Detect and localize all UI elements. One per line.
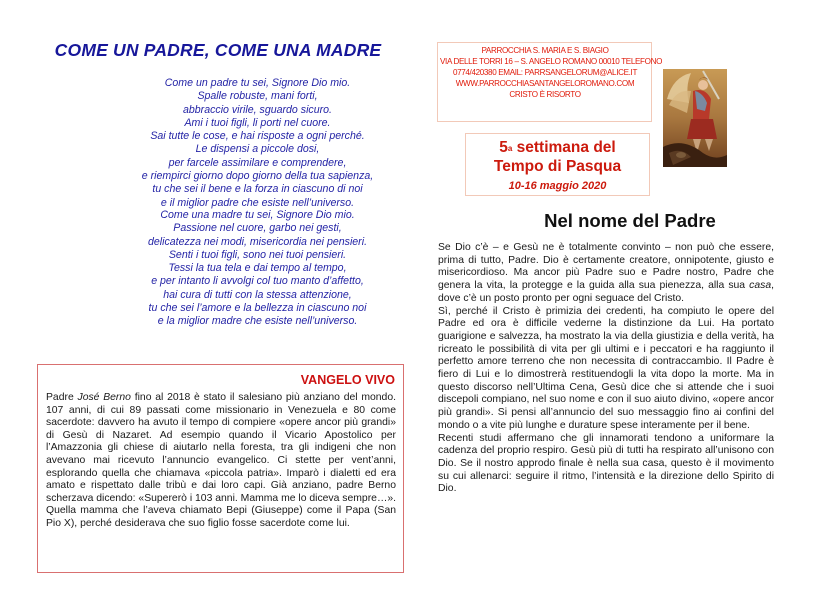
poem-line: Sai tutte le cose, e hai risposte a ogni perché. (150, 130, 365, 143)
vangelo-text-start: Padre (46, 392, 78, 403)
poem-line: Passione nel cuore, garbo nei gesti, (173, 222, 342, 235)
poem-line: Spalle robuste, mani forti, (197, 90, 318, 103)
vangelo-text-body: fino al 2018 è stato il salesiano più anziano del mondo. 107 anni, di cui 89 passati come missionario in Venezuela e 80 come sacerdote: davvero ha avuto il tempo di compiere «opere ancor più grandi» di Gesù di Nazaret. Ad esempio quando il Vicario Apostolico per l’Amazzonia gli chiese di aiutarlo nella foresta, tra gli indigeni che non avevano mai ricevuto l’annuncio evangelico. Ci stette per vent’anni, esplorando quella che chiamava «piccola patria». Imparò i dialetti ed era amato e rispettato dalle tribù e dai loro capi. Già anziano, padre Berno scherzava dicendo: «Supererò i 103 anni. Mamma me lo diceva sempre…». Quella mamma che l’aveva chiamato Bepi (Giuseppe) come il Papa (San Pio X), perché desiderava che suo figlio fosse sacerdote come lui. (46, 392, 396, 529)
vangelo-vivo-title: VANGELO VIVO (300, 373, 395, 387)
week-dates: 10-16 maggio 2020 (508, 180, 607, 192)
poem-line: hai cura di tutti con la stessa attenzione, (163, 288, 352, 301)
poem-line: per farcele assimilare e comprendere, (168, 156, 347, 169)
poem-line: e riempirci giorno dopo giorno della tua sapienza, (141, 170, 374, 183)
poem-line: abbraccio virile, sguardo sicuro. (183, 103, 332, 116)
parish-motto: CRISTO È RISORTO (509, 90, 581, 99)
liturgical-week-title (460, 138, 655, 176)
poem-stanza-father (105, 77, 410, 210)
page-title: COME UN PADRE, COME UNA MADRE (54, 40, 382, 60)
parish-address: VIA DELLE TORRI 16 – S. ANGELO ROMANO 00010 TELEFONO (440, 57, 663, 66)
paragraph: Recenti studi affermano che gli innamorati tendono a uniformare la cadenza del proprio respiro. Gesù più di tutti ha respirato all’unisono con Dio. Se il nostro approdo finale è nella sua casa, questo è il movimento su cui allenarci: seguire il ritmo, l’intensità e la direzione dello Spirito di Dio. (438, 432, 774, 495)
archangel-illustration (663, 69, 727, 167)
poem-line: Come una madre tu sei, Signore Dio mio. (160, 209, 355, 221)
vangelo-person-name: José Berno (77, 392, 131, 403)
week-title-line-1 (460, 138, 655, 157)
week-ordinal-suffix: a (507, 144, 513, 153)
parish-name: PARROCCHIA S. MARIA E S. BIAGIO (481, 46, 609, 55)
poem-line: Ami i tuoi figli, li porti nel cuore. (184, 116, 331, 129)
poem-line: Le dispensi a piccole dosi, (195, 143, 320, 156)
vangelo-vivo-text (46, 392, 396, 531)
poem-line: tu che sei il bene e la forza in ciascuno di noi (152, 183, 363, 196)
paragraph-text: , dove c’è un posto pronto per ogni seguace del Cristo. (438, 280, 774, 304)
poem-line: e il miglior padre che esiste nell’universo. (160, 196, 355, 209)
poem-line: e la miglior madre che esiste nell’universo. (157, 315, 358, 328)
parish-website: WWW.PARROCCHIASANTANGELOROMANO.COM (455, 79, 635, 88)
paragraph-text: Se Dio c’è – e Gesù ne è totalmente convinto – non può che essere, prima di tutto, Padre. Dio è certamente creatore, onnipotente, giusto e misericordioso. Ma ancor più Padre suo e Padre nostro, Padre che genera la vita, la protegge e la guida alla sua pienezza, alla sua (438, 242, 774, 292)
poem-stanza-mother (105, 209, 410, 329)
emphasis-casa: casa (749, 280, 772, 292)
poem-line: Come un padre tu sei, Signore Dio mio. (164, 77, 351, 89)
paragraph: Sì, perché il Cristo è primizia dei credenti, ha compiuto le opere del Padre ed ora è difficile vederne la distinzione da Lui. Ha portato guarigione e salvezza, ha mostrato la via della giustizia e della verità, ha ricreato le possibilità di vita per gli ultimi e i peccatori e ha raggiunto il perfetto amore terreno che non necessita di contraccambio. Il Padre è fiero di Lui e lo dimostrerà restituendogli la vita dopo la morte. Ma in questo discorso nell’Ultima Cena, Gesù dice che si attende che i suoi discepoli compiano, nel suo nome e con il suo aiuto divino, «opere ancor più grandi». Si pensi all’annuncio del suo messaggio fino ai confini del mondo o a vite più lunghe e durature spese interamente per il bene. (438, 305, 774, 431)
parish-phone-email: 0774/420380 EMAIL: PARRSANGELORUM@ALICE.IT (452, 68, 638, 77)
week-title-line-2: Tempo di Pasqua (493, 158, 622, 175)
reflection-text (438, 242, 774, 496)
week-label: settimana del (512, 139, 616, 156)
poem-line: tu che sei l’amore e la bellezza in ciascuno noi (148, 302, 367, 315)
poem-line: e per intanto li avvolgi col tuo manto d’affetto, (151, 275, 364, 288)
poem-line: Senti i tuoi figli, sono nei tuoi pensieri. (168, 248, 347, 261)
week-number: 5 (499, 139, 508, 156)
poem-line: delicatezza nei modi, misericordia nei pensieri. (147, 235, 368, 248)
section-heading: Nel nome del Padre (544, 210, 716, 231)
poem-line: Tessi la tua tela e dai tempo al tempo, (168, 262, 347, 275)
saint-michael-image (663, 69, 727, 167)
paragraph (438, 242, 774, 306)
